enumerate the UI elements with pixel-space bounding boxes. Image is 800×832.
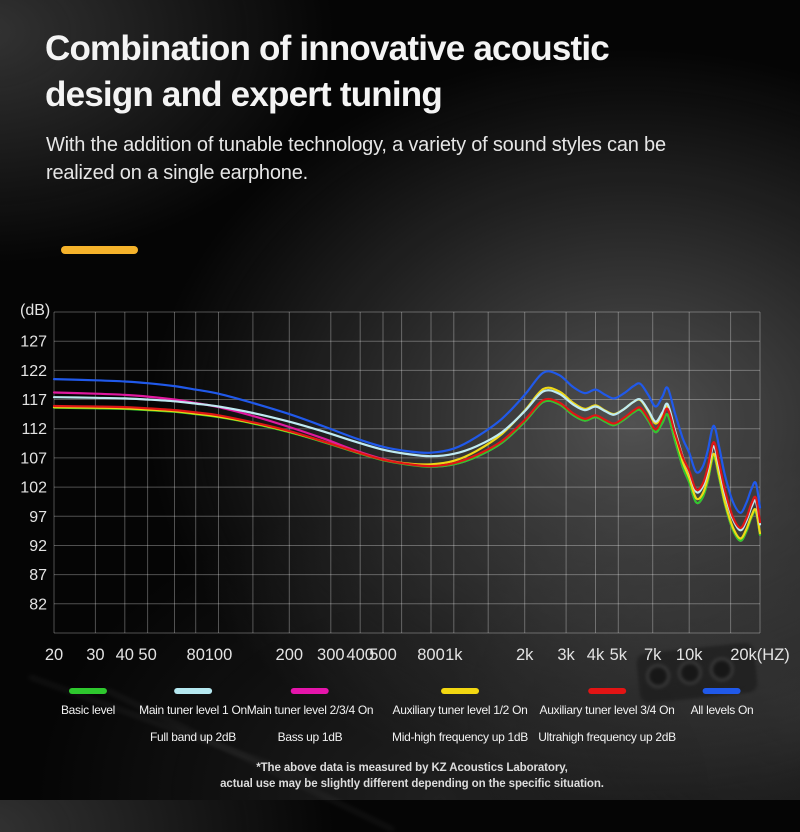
y-axis-tick-label: 102 (20, 479, 47, 497)
x-axis-tick-label: 2k (515, 646, 534, 664)
legend-color-swatch (174, 688, 212, 694)
legend-item (139, 688, 247, 744)
x-axis-tick-label: 30 (86, 646, 105, 664)
legend-item (392, 688, 528, 744)
y-axis-tick-label: 82 (29, 596, 47, 614)
page-subtitle-line1: With the addition of tunable technology, a variety of sound styles can be (46, 134, 666, 156)
x-axis-tick-label: 800 (417, 646, 445, 664)
y-axis-tick-label: 127 (20, 333, 47, 351)
legend-label: Main tuner level 2/3/4 On (246, 703, 374, 717)
legend-color-swatch (703, 688, 741, 694)
legend-sublabel: Bass up 1dB (277, 730, 343, 744)
x-axis-tick-label: 4k (586, 646, 605, 664)
x-axis-tick-label: 400 (346, 646, 374, 664)
page-title-line1: Combination of innovative acoustic (45, 29, 609, 68)
y-axis-tick-label: 87 (29, 567, 47, 585)
y-axis-tick-label: 117 (21, 392, 47, 409)
legend-item (247, 688, 374, 744)
x-axis-tick-label: 200 (275, 646, 304, 664)
x-axis-tick-label: 10k (675, 646, 703, 664)
legend-label: Main tuner level 1 On (139, 703, 247, 717)
legend-label: Auxiliary tuner level 1/2 On (392, 703, 528, 717)
x-axis-tick-label: 300 (317, 646, 345, 664)
footer-note-line1: *The above data is measured by KZ Acoustics Laboratory, (256, 762, 568, 774)
page-subtitle-line2: realized on a single earphone. (46, 162, 308, 184)
legend-color-swatch (588, 688, 626, 694)
legend-color-swatch (69, 688, 107, 694)
legend-label: Basic level (60, 703, 116, 717)
x-axis-tick-label: 5k (609, 646, 628, 664)
x-axis-tick-label: 100 (204, 646, 233, 664)
legend-item (691, 688, 754, 717)
x-axis-tick-label: 80 (186, 646, 205, 664)
legend-color-swatch (441, 688, 479, 694)
footer-note (24, 760, 800, 792)
y-axis-tick-label: 92 (29, 538, 47, 555)
x-axis-tick-label: 20 (44, 646, 64, 664)
legend-color-swatch (291, 688, 329, 694)
curve-main-tuner-level-2-3-4-on (54, 393, 760, 541)
x-axis-tick-label: 3k (557, 646, 575, 664)
y-axis-tick-label: 97 (29, 508, 47, 526)
curve-all-levels-on (54, 371, 760, 513)
page-title-line2: design and expert tuning (45, 75, 442, 114)
x-axis-tick-label: 20k(HZ) (730, 646, 790, 664)
x-axis-tick-label: 500 (369, 646, 397, 664)
legend-item (538, 688, 676, 744)
y-axis-tick-label: 112 (21, 421, 47, 439)
legend-item (61, 688, 115, 717)
x-axis-tick-label: 1k (445, 646, 463, 664)
x-axis-tick-label: 7k (643, 646, 662, 664)
x-axis-tick-label: 40 (115, 646, 134, 664)
legend-sublabel: Mid-high frequency up 1dB (392, 730, 528, 744)
db-axis-unit-label: (dB) (20, 302, 51, 319)
x-axis-tick-label: 50 (138, 646, 157, 664)
legend-label: All levels On (690, 703, 754, 717)
legend-sublabel: Ultrahigh frequency up 2dB (538, 730, 676, 744)
curve-auxiliary-tuner-level-3-4-on (54, 399, 760, 528)
footer-note-line2: actual use may be slightly different depending on the specific situation. (220, 778, 604, 790)
legend-label: Auxiliary tuner level 3/4 On (539, 703, 675, 717)
legend-sublabel: Full band up 2dB (150, 730, 236, 744)
y-axis-tick-label: 122 (20, 362, 47, 380)
y-axis-tick-label: 107 (20, 450, 47, 468)
